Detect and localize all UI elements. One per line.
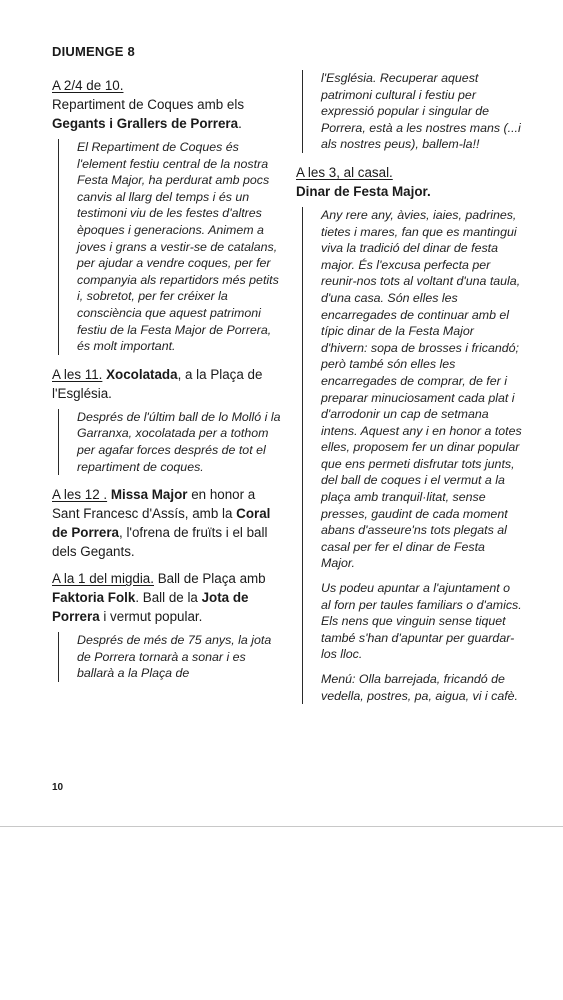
page-number: 10: [52, 782, 64, 793]
event-text: .: [238, 116, 242, 131]
event-ball-placa: [52, 569, 282, 626]
note-paragraph: Després de més de 75 anys, la jota de Porrera tornarà a sonar i es ballarà a la Plaça de: [77, 633, 272, 681]
event-missa: [52, 485, 282, 561]
event-text: en honor a Sant Francesc d'Assís, amb la: [52, 487, 256, 522]
event-time: A 2/4 de 10.: [52, 78, 124, 93]
note-paragraph: Us podeu apuntar a l'ajuntament o al forn per taules familiars o d'amics. Els nens que vinguin sense tiquet també s'han d'apuntar per guardar-los lloc.: [321, 581, 522, 662]
event-dinar: [296, 163, 522, 201]
event-time: A la 1 del migdia.: [52, 571, 154, 587]
event-coques: [52, 76, 282, 133]
event-note: [58, 409, 282, 475]
event-title: Xocolatada: [106, 366, 178, 382]
event-note: [58, 632, 282, 682]
note-paragraph: Any rere any, àvies, iaies, padrines, tietes i mares, fan que es mantingui viva la tradició del dinar de festa major. És l'excusa perfecta per reunir-nos tots al voltant d'una taula, d'una casa. Són elles les encarregades de continuar amb el típic dinar de la Festa Major d'hivern: sopa de brosses i fricandó; però també són elles les encarregades de comprar, de fer i preparar minuciosament cada plat i d'arrodonir un cap de setmana intens. Aquest any i en honor a totes elles, proposem fer un dinar popular que ens permeti disfrutar tots junts, del ball de coques i el vermut a la plaça amb tranquil·litat, sense presses, gaudint de cada moment abans d'asseure'ns tots plegats al casal per fer el dinar de Festa Major.: [321, 207, 522, 571]
event-title: Missa Major: [110, 487, 188, 503]
note-paragraph: Després de l'últim ball de lo Molló i la Garranxa, xocolatada per a tothom per agafar forces després de tot el repartiment de coques.: [77, 409, 281, 474]
event-title: Gegants i Grallers de Porrera: [52, 116, 239, 131]
event-text: , l'ofrena de fruïts i el ball dels Gegants.: [52, 525, 268, 560]
note-paragraph: l'Església. Recuperar aquest patrimoni cultural i festiu per expressió popular i singular de Porrera, està a les nostres mans (...i als nostres peus), ballem-la!!: [321, 71, 521, 152]
left-column: [52, 76, 282, 692]
event-time: A les 11.: [52, 366, 103, 382]
event-text: Repartiment de Coques amb els: [52, 97, 245, 112]
event-title: Faktoria Folk: [52, 590, 136, 606]
event-text: Ball de Plaça amb: [153, 571, 266, 587]
event-note-continued: [302, 70, 522, 153]
event-note: [302, 207, 522, 704]
event-time: A les 12 .: [52, 487, 108, 503]
event-title: Coral de Porrera: [52, 506, 271, 541]
right-column: [296, 70, 522, 714]
event-title: Jota de Porrera: [52, 590, 249, 625]
event-xocolatada: [52, 365, 282, 403]
event-text: . Ball de la: [135, 590, 202, 606]
event-note: [58, 139, 282, 355]
page-edge: [0, 826, 563, 827]
event-text: , a la Plaça de l'Església.: [52, 366, 263, 401]
day-heading: DIUMENGE 8: [52, 44, 135, 59]
event-time: A les 3, al casal.: [296, 164, 393, 180]
event-title: Dinar de Festa Major.: [296, 183, 431, 199]
note-paragraph: El Repartiment de Coques és l'element festiu central de la nostra Festa Major, ha perdurat amb pocs canvis al llarg del temps i és un testimoni viu de les festes d'altres èpoques i generacions. Animem a joves i grans a vestir-se de catalans, per ajudar a vendre coques, per fer companyia als repartidors més petits i, sobretot, per fer créixer la consciència que aquest patrimoni festiu de la Festa Major de Porrera, és molt important.: [77, 140, 279, 354]
note-paragraph: Menú: Olla barrejada, fricandó de vedella, postres, pa, aigua, vi i cafè.: [321, 672, 518, 703]
event-text: i vermut popular.: [99, 609, 203, 625]
